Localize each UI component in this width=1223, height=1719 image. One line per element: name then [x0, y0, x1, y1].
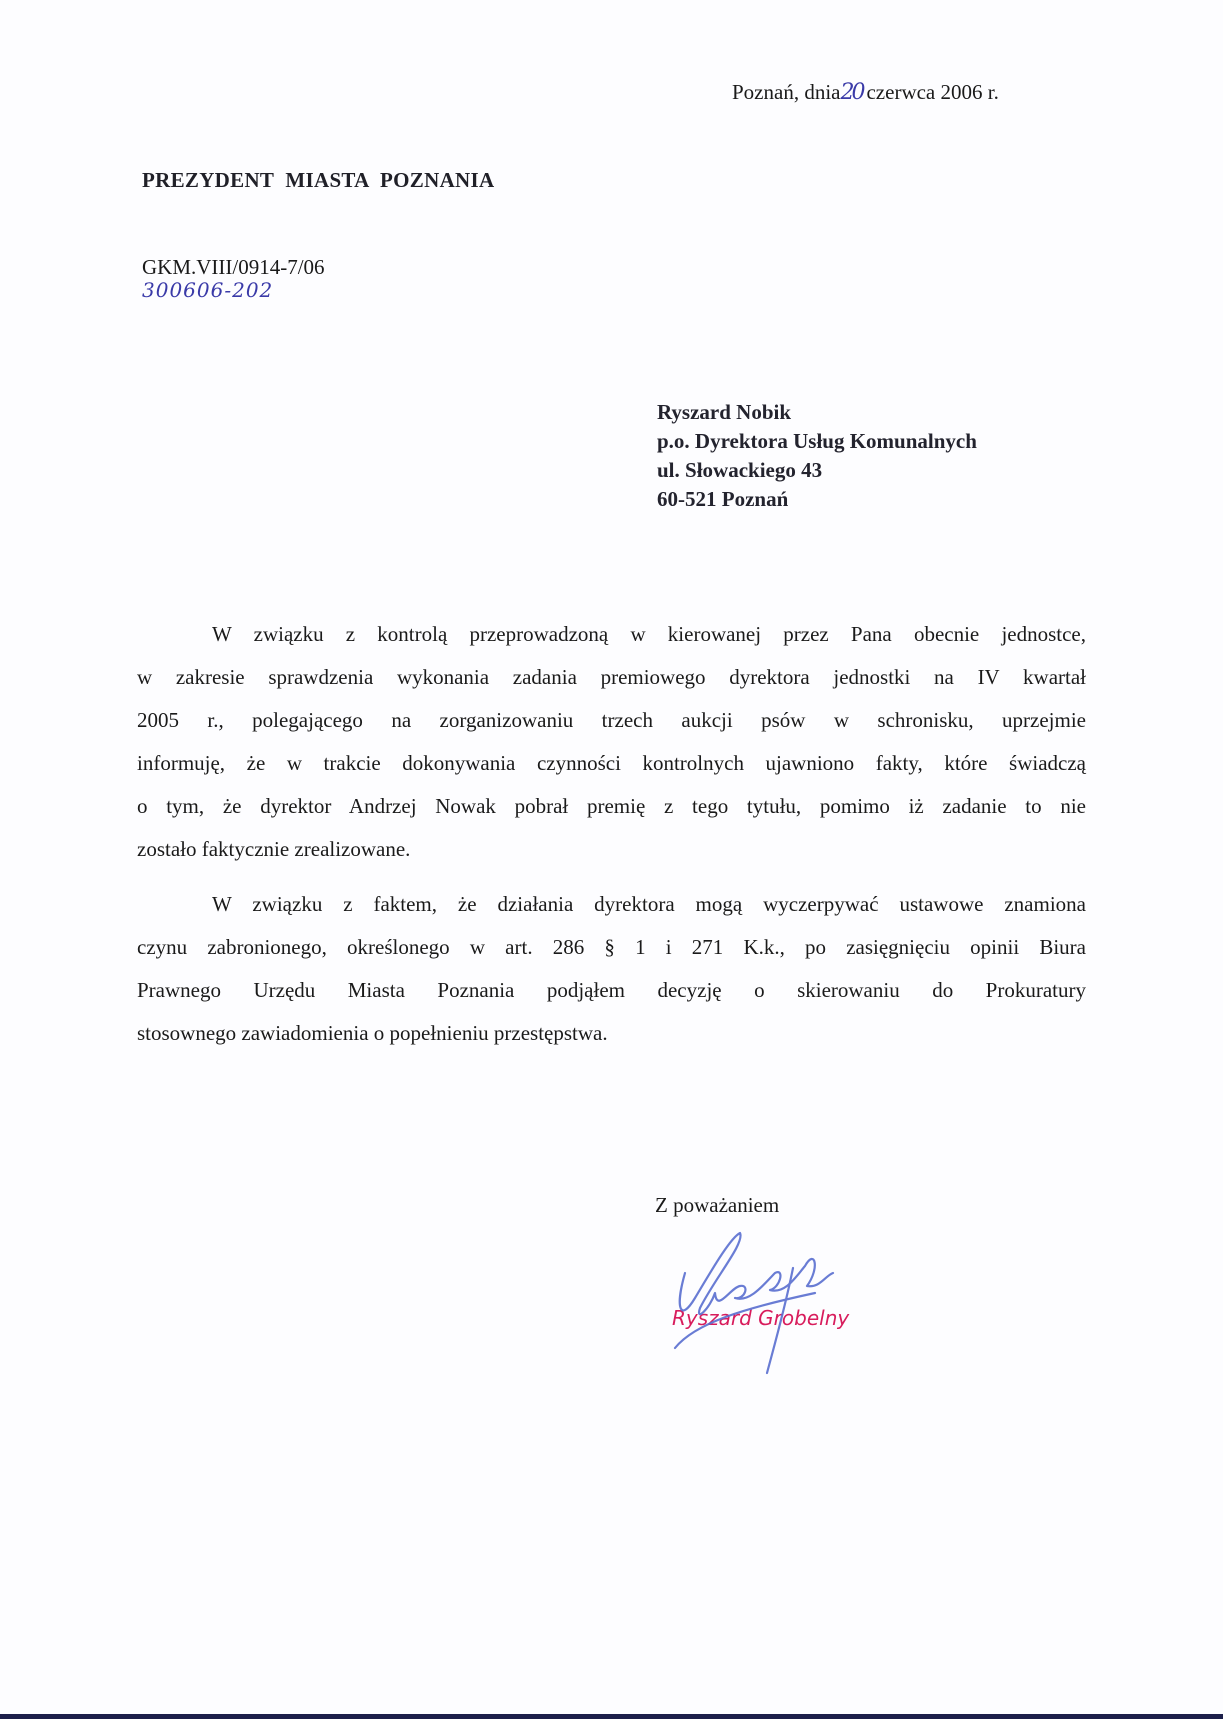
handwritten-day: 20 — [840, 80, 863, 105]
date-suffix: czerwca 2006 r. — [866, 80, 999, 104]
signature-stroke — [680, 1233, 833, 1314]
signatory-name: Ryszard Grobelny — [672, 1306, 850, 1330]
closing-salutation: Z poważaniem — [655, 1193, 780, 1217]
body-line: w zakresie sprawdzenia wykonania zadania premiowego dyrektora jednostki na IV kwartał — [137, 665, 1086, 689]
sender-heading: PREZYDENT MIASTA POZNANIA — [142, 168, 495, 192]
scan-edge-band — [0, 1714, 1223, 1719]
handwritten-reference: 300606-202 — [142, 278, 274, 302]
body-line: zostało faktycznie zrealizowane. — [137, 837, 411, 861]
signature-underline — [675, 1293, 815, 1348]
body-line: W związku z faktem, że działania dyrektora mogą wyczerpywać ustawowe znamiona — [212, 892, 1086, 916]
body-line: 2005 r., polegającego na zorganizowaniu trzech aukcji psów w schronisku, uprzejmie — [137, 708, 1086, 732]
handwritten-signature-icon — [655, 1228, 905, 1378]
body-line: czynu zabronionego, określonego w art. 286 § 1 i 271 K.k., po zasięgnięciu opinii Biura — [137, 935, 1086, 959]
body-line: Prawnego Urzędu Miasta Poznania podjąłem decyzję o skierowaniu do Prokuratury — [137, 978, 1086, 1002]
body-line: stosownego zawiadomienia o popełnieniu przestępstwa. — [137, 1021, 608, 1045]
recipient-street: ul. Słowackiego 43 — [657, 458, 823, 482]
recipient-city: 60-521 Poznań — [657, 487, 789, 511]
body-line: informuję, że w trakcie dokonywania czynności kontrolnych ujawniono fakty, które świadczą — [137, 751, 1086, 775]
body-line: o tym, że dyrektor Andrzej Nowak pobrał premię z tego tytułu, pomimo iż zadanie to nie — [137, 794, 1086, 818]
body-line: W związku z kontrolą przeprowadzoną w kierowanej przez Pana obecnie jednostce, — [212, 622, 1086, 646]
date-line — [732, 80, 999, 105]
reference-number: GKM.VIII/0914-7/06 — [142, 255, 325, 279]
signature-descender — [767, 1268, 793, 1373]
recipient-name: Ryszard Nobik — [657, 400, 792, 424]
date-prefix: Poznań, dnia — [732, 80, 841, 104]
recipient-title: p.o. Dyrektora Usług Komunalnych — [657, 429, 977, 453]
